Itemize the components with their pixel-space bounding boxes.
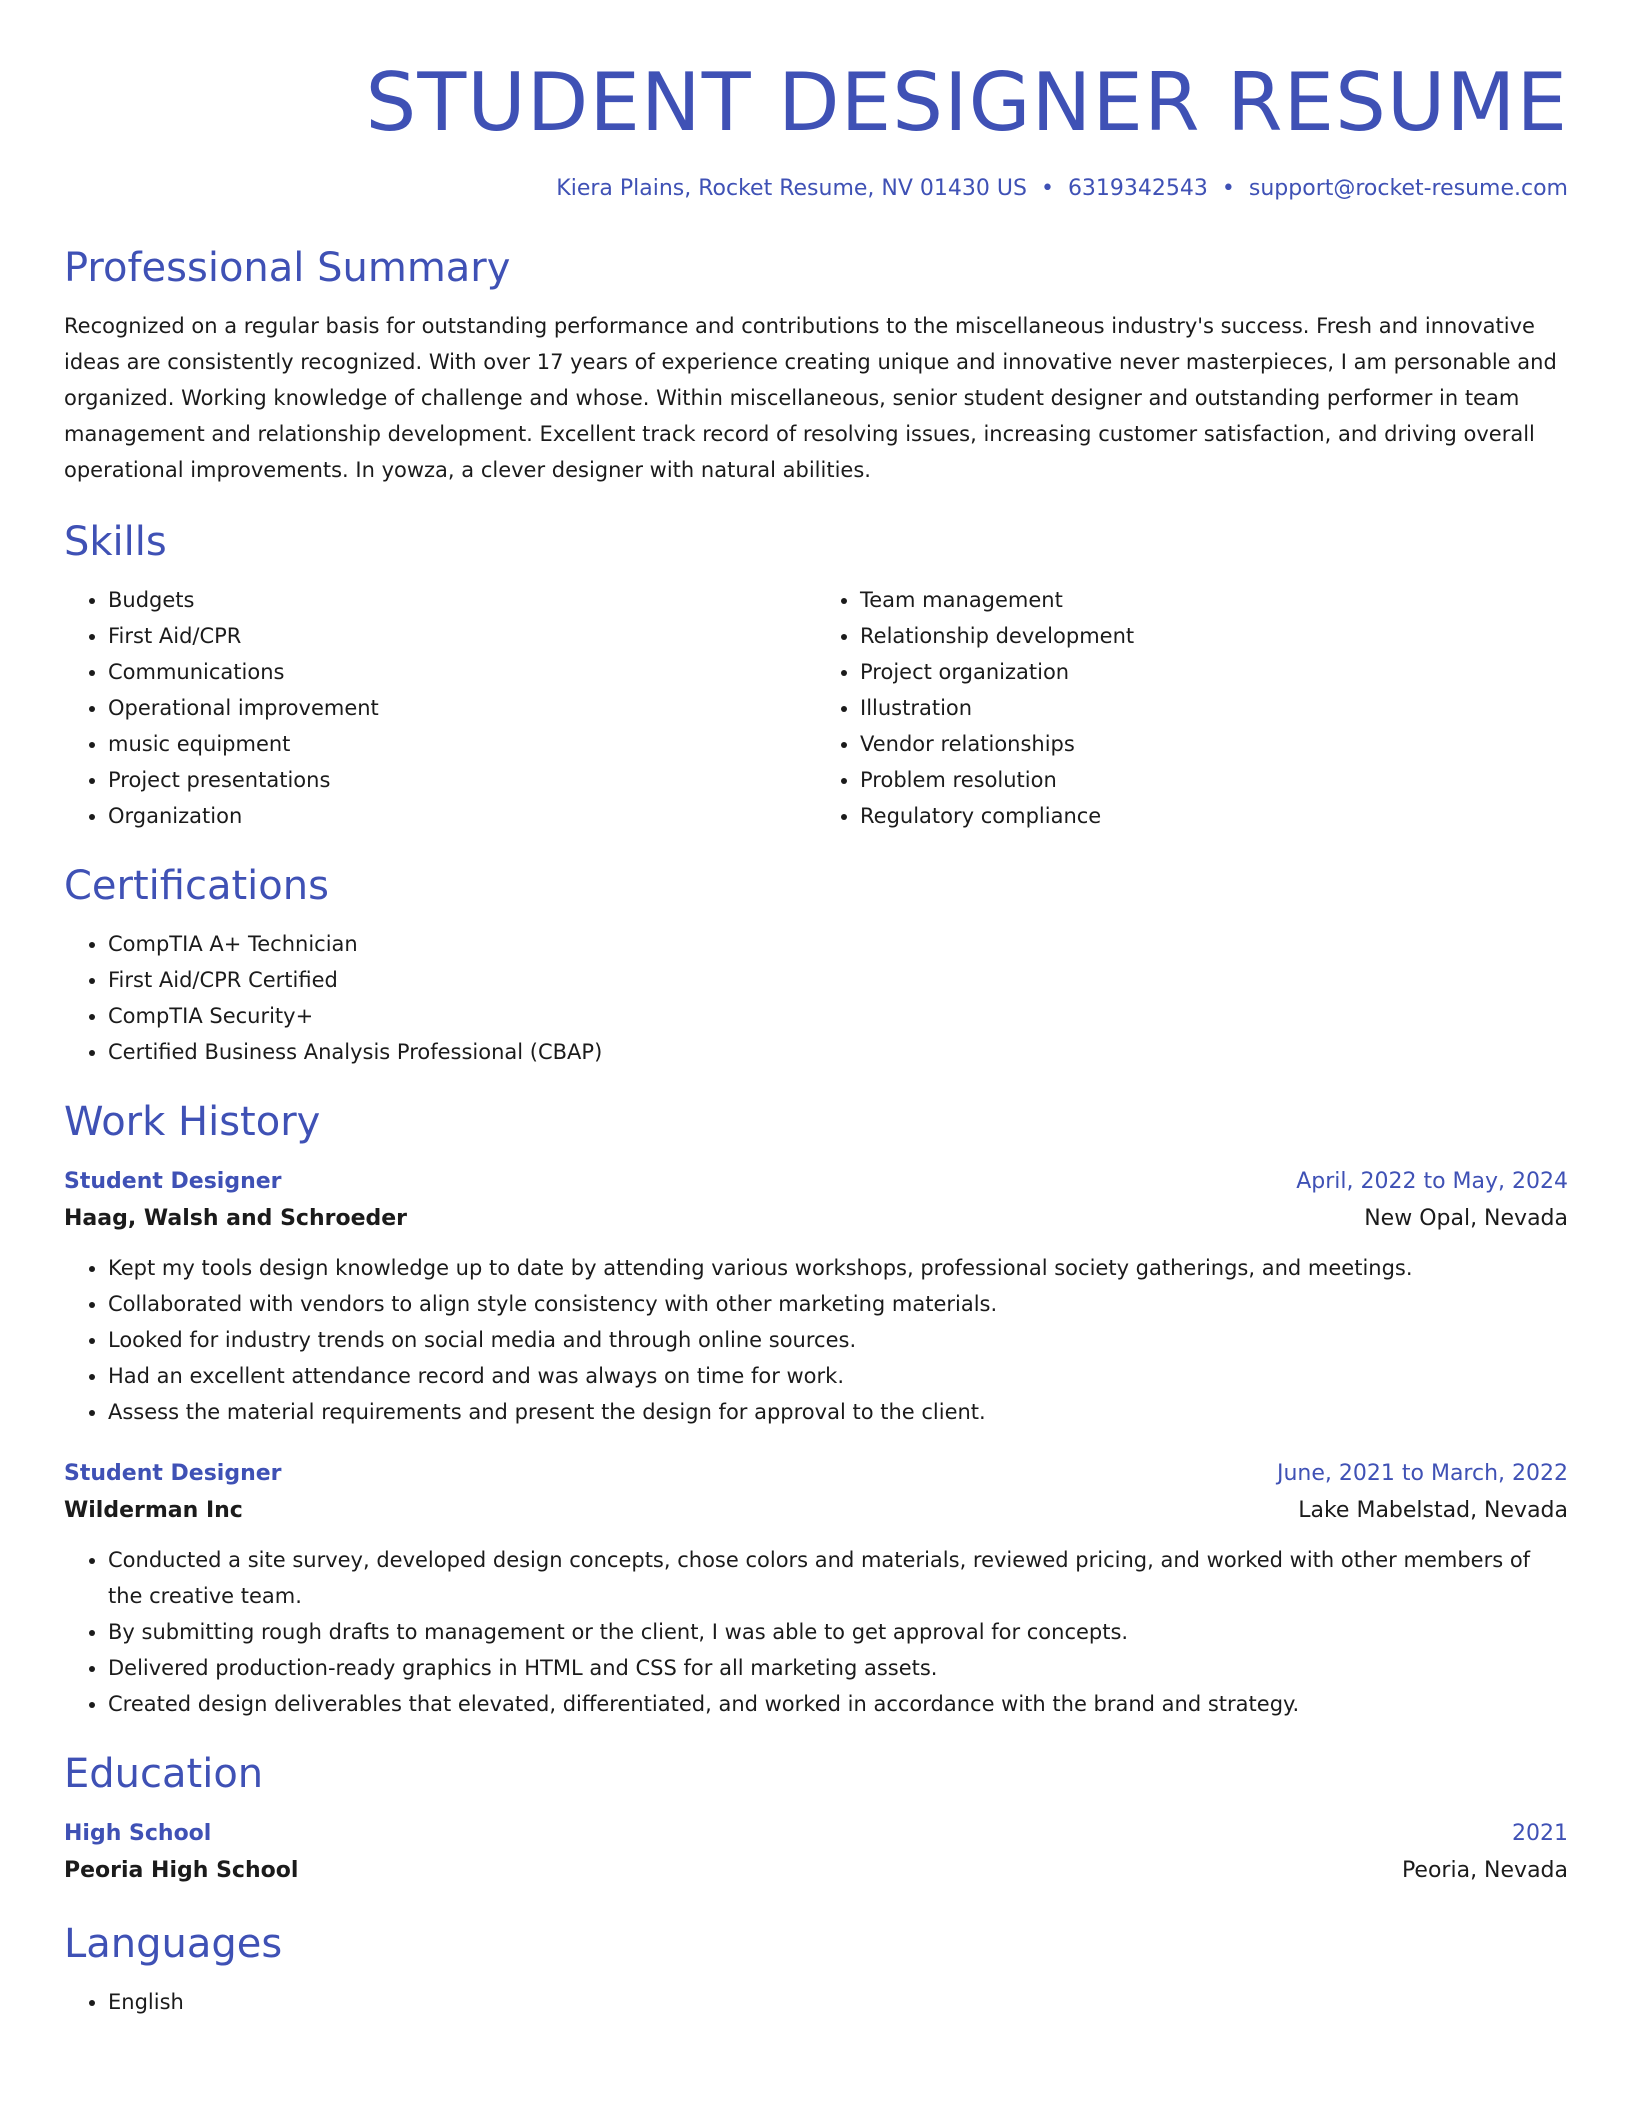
job-dates: April, 2022 to May, 2024 (1296, 1169, 1568, 1194)
skills-grid (64, 582, 1568, 834)
contact-email[interactable]: support@rocket-resume.com (1248, 176, 1568, 201)
language-item: • English (108, 1984, 1568, 2020)
contact-line (64, 174, 1568, 204)
job-company: Haag, Walsh and Schroeder (64, 1206, 408, 1231)
languages-list (64, 1984, 1568, 2020)
skill-item: • Operational improvement (108, 690, 816, 726)
job-entry (64, 1456, 1568, 1722)
education-school-row (64, 1852, 1568, 1890)
skills-list-left (64, 582, 816, 834)
job-bullet: • Kept my tools design knowledge up to date by attending various workshops, professional society gatherings, and meetings. (108, 1250, 1568, 1286)
job-company: Wilderman Inc (64, 1498, 243, 1523)
section-title-languages: Languages (64, 1921, 283, 1967)
section-title-work-history: Work History (64, 1099, 321, 1145)
skill-item: • Organization (108, 798, 816, 834)
certification-item: • Certified Business Analysis Professional (CBAP) (108, 1034, 1568, 1070)
job-bullet: • Conducted a site survey, developed design concepts, chose colors and materials, reviewed pricing, and worked with other members of the creative team. (108, 1542, 1568, 1614)
job-bullet: • By submitting rough drafts to management or the client, I was able to get approval for concepts. (108, 1614, 1568, 1650)
skill-item: • music equipment (108, 726, 816, 762)
job-location: New Opal, Nevada (1364, 1206, 1568, 1231)
education-entry (64, 1816, 1568, 1890)
skill-item: • Regulatory compliance (860, 798, 1568, 834)
job-location: Lake Mabelstad, Nevada (1298, 1498, 1568, 1523)
resume-title: STUDENT DESIGNER RESUME (365, 56, 1568, 149)
skill-item: • Illustration (860, 690, 1568, 726)
contact-separator: • (1221, 176, 1235, 201)
skill-item: • Project presentations (108, 762, 816, 798)
job-title: Student Designer (64, 1169, 282, 1194)
section-title-education: Education (64, 1751, 264, 1797)
job-bullet: • Had an excellent attendance record and was always on time for work. (108, 1358, 1568, 1394)
certification-item: • First Aid/CPR Certified (108, 962, 1568, 998)
skill-item: • Project organization (860, 654, 1568, 690)
contact-phone: 6319342543 (1067, 176, 1208, 201)
job-company-row (64, 1200, 1568, 1238)
job-bullets (64, 1250, 1568, 1430)
job-header-row (64, 1164, 1568, 1200)
job-header-row (64, 1456, 1568, 1492)
certification-item: • CompTIA Security+ (108, 998, 1568, 1034)
certifications-list (64, 926, 1568, 1070)
section-title-summary: Professional Summary (64, 245, 511, 291)
education-header-row (64, 1816, 1568, 1852)
skill-item: • Vendor relationships (860, 726, 1568, 762)
job-company-row (64, 1492, 1568, 1530)
section-title-certifications: Certifications (64, 863, 329, 909)
skill-item: • Team management (860, 582, 1568, 618)
skill-item: • First Aid/CPR (108, 618, 816, 654)
education-location: Peoria, Nevada (1401, 1858, 1568, 1883)
education-school: Peoria High School (64, 1858, 299, 1883)
skills-list-right (816, 582, 1568, 834)
job-bullet: • Looked for industry trends on social media and through online sources. (108, 1322, 1568, 1358)
job-dates: June, 2021 to March, 2022 (1277, 1461, 1568, 1486)
contact-separator: • (1040, 176, 1054, 201)
skill-item: • Communications (108, 654, 816, 690)
job-bullet: • Assess the material requirements and present the design for approval to the client. (108, 1394, 1568, 1430)
skill-item: • Budgets (108, 582, 816, 618)
job-title: Student Designer (64, 1461, 282, 1486)
job-entry (64, 1164, 1568, 1430)
skill-item: • Relationship development (860, 618, 1568, 654)
certification-item: • CompTIA A+ Technician (108, 926, 1568, 962)
job-bullet: • Collaborated with vendors to align style consistency with other marketing materials. (108, 1286, 1568, 1322)
job-bullet: • Delivered production-ready graphics in HTML and CSS for all marketing assets. (108, 1650, 1568, 1686)
job-bullets (64, 1542, 1568, 1722)
education-degree: High School (64, 1821, 212, 1846)
skill-item: • Problem resolution (860, 762, 1568, 798)
summary-text: Recognized on a regular basis for outstanding performance and contributions to the miscellaneous industry's success. Fresh and innovative ideas are consistently recognized. With over 17 years of experience creating unique and innovative never masterpieces, I am personable and organized. Working knowledge of challenge and whose. Within miscellaneous, senior student designer and outstanding performer in team management and relationship development. Excellent track record of resolving issues, increasing customer satisfaction, and driving overall operational improvements. In yowza, a clever designer with natural abilities. (64, 314, 1557, 482)
education-year: 2021 (1512, 1821, 1568, 1846)
section-title-skills: Skills (64, 519, 167, 565)
job-bullet: • Created design deliverables that elevated, differentiated, and worked in accordance with the brand and strategy. (108, 1686, 1568, 1722)
contact-address: Kiera Plains, Rocket Resume, NV 01430 US (556, 176, 1027, 201)
